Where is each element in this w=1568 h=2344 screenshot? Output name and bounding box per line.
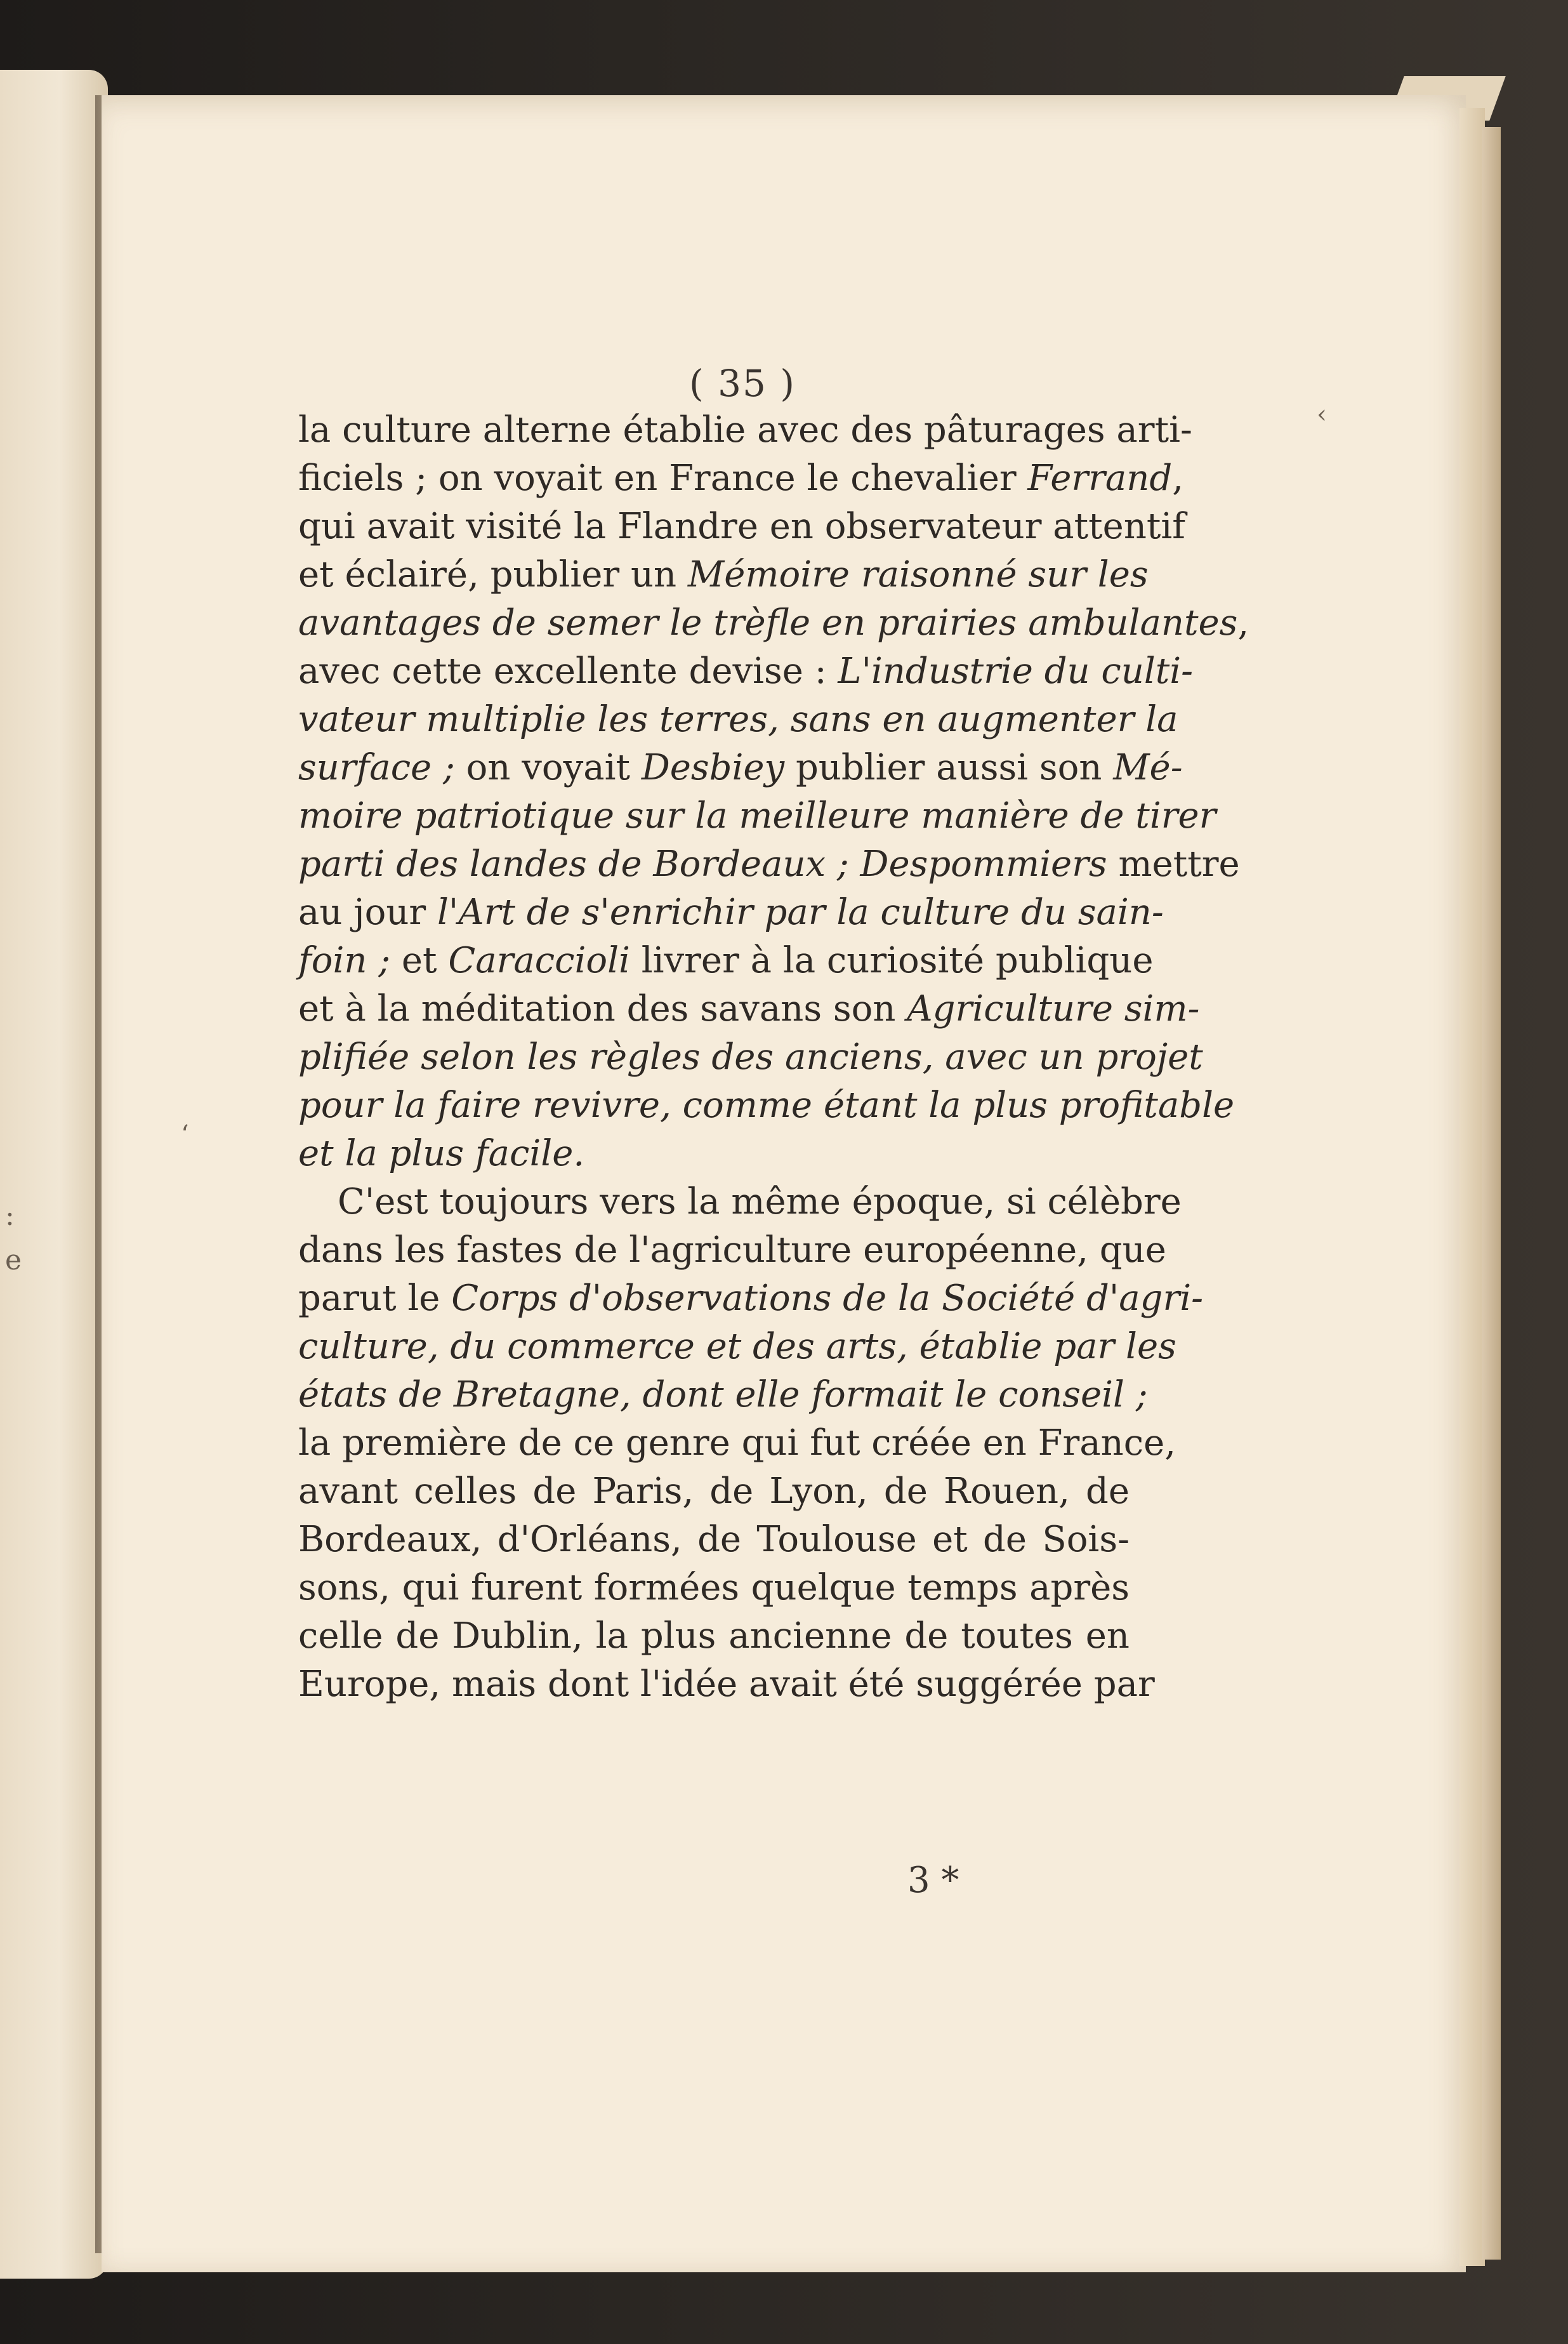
roman-text: dans les fastes de l'agriculture européenne, que [298,1229,1166,1271]
italic-text: Caraccioli [448,940,630,981]
text-line [298,1275,1204,1323]
roman-text: sons, qui furent formées quelque temps après [298,1567,1130,1608]
page-number: ( 35 ) [689,362,796,405]
text-line [298,1323,1176,1371]
facing-page-mark: : [5,1200,15,1232]
roman-text: on voyait [454,747,642,788]
text-line [298,1467,1130,1516]
text-line [298,1612,1130,1660]
italic-text: Agriculture sim- [907,988,1200,1030]
roman-text: celle de Dublin, la plus ancienne de toutes en [298,1615,1130,1657]
page-stack-edge [1482,127,1501,2260]
roman-text: publier aussi son [784,747,1114,788]
text-line [298,647,1194,696]
roman-text: , [1237,602,1249,644]
text-line [298,1564,1130,1612]
text-line [298,1419,1176,1467]
text-line [298,406,1192,454]
italic-text: états de Bretagne, dont elle formait le conseil ; [298,1374,1148,1415]
text-line [298,1033,1203,1082]
roman-text: avec cette excellente devise : [298,651,838,692]
italic-text: avantages de semer le trèfle en prairies ambulantes [298,602,1238,644]
roman-text: la première de ce genre qui fut créée en France, [298,1422,1176,1464]
text-line [298,1371,1148,1419]
roman-text: qui avait visité la Flandre en observateur attentif [298,506,1186,547]
text-line [298,985,1200,1033]
roman-text: Europe, mais dont l'idée avait été suggérée par [298,1664,1155,1705]
facing-page-mark: e [5,1244,22,1276]
roman-text: livrer à la curiosité publique [629,940,1154,981]
italic-text: Mé- [1113,747,1183,788]
text-line [298,889,1164,937]
roman-text: au jour [298,892,437,933]
italic-text: L'industrie du culti- [838,651,1194,692]
signature-mark: 3 * [907,1860,959,1901]
roman-text: et [390,940,449,981]
text-line [298,1226,1166,1275]
text-line [298,1178,1182,1226]
text-line [298,696,1178,744]
italic-text: Desbiey [641,747,785,788]
italic-text: et la plus facile. [298,1133,585,1174]
text-line [298,744,1183,792]
roman-text: avant celles de Paris, de Lyon, de Rouen, de [298,1471,1130,1512]
roman-text: la culture alterne établie avec des pâturages arti- [298,409,1192,451]
roman-text: , [1172,458,1184,499]
text-line [298,937,1154,985]
roman-text: C'est toujours vers la même époque, si célèbre [338,1181,1182,1222]
text-line [298,1516,1130,1564]
text-line [298,1082,1235,1130]
italic-text: vateur multiplie les terres, sans en augmenter la [298,699,1178,740]
roman-text: ficiels ; on voyait en France le chevalier [298,458,1028,499]
italic-text: culture, du commerce et des arts, établie par les [298,1326,1176,1367]
italic-text: Ferrand [1027,458,1173,499]
text-line [298,551,1149,599]
page-stack-edge [1459,108,1485,2266]
text-line [298,1130,1130,1178]
text-line [298,840,1240,889]
text-line [298,503,1186,551]
stray-mark: ‹ [1317,400,1327,429]
text-line [298,454,1184,503]
body-text [298,406,1249,1709]
italic-text: pour la faire revivre, comme étant la plus profitable [298,1085,1235,1126]
roman-text: mettre [1107,844,1240,885]
facing-page-edge [0,70,108,2279]
italic-text: plifiée selon les règles des anciens, avec un projet [298,1036,1203,1078]
roman-text: et éclairé, publier un [298,554,688,595]
text-line [298,599,1249,647]
italic-text: parti des landes de Bordeaux ; Despommiers [298,844,1107,885]
italic-text: surface ; [298,747,455,788]
text-line [298,792,1216,840]
italic-text: moire patriotique sur la meilleure manière de tirer [298,795,1216,837]
italic-text: Mémoire raisonné sur les [687,554,1149,595]
stray-mark: ‘ [181,1120,189,1149]
roman-text: parut le [298,1278,452,1319]
roman-text: Bordeaux, d'Orléans, de Toulouse et de Sois- [298,1519,1130,1560]
italic-text: l'Art de s'enrichir par la culture du sain- [437,892,1164,933]
italic-text: foin ; [298,940,391,981]
text-line [298,1660,1155,1709]
italic-text: Corps d'observations de la Société d'agri- [451,1278,1204,1319]
roman-text: et à la méditation des savans son [298,988,907,1030]
